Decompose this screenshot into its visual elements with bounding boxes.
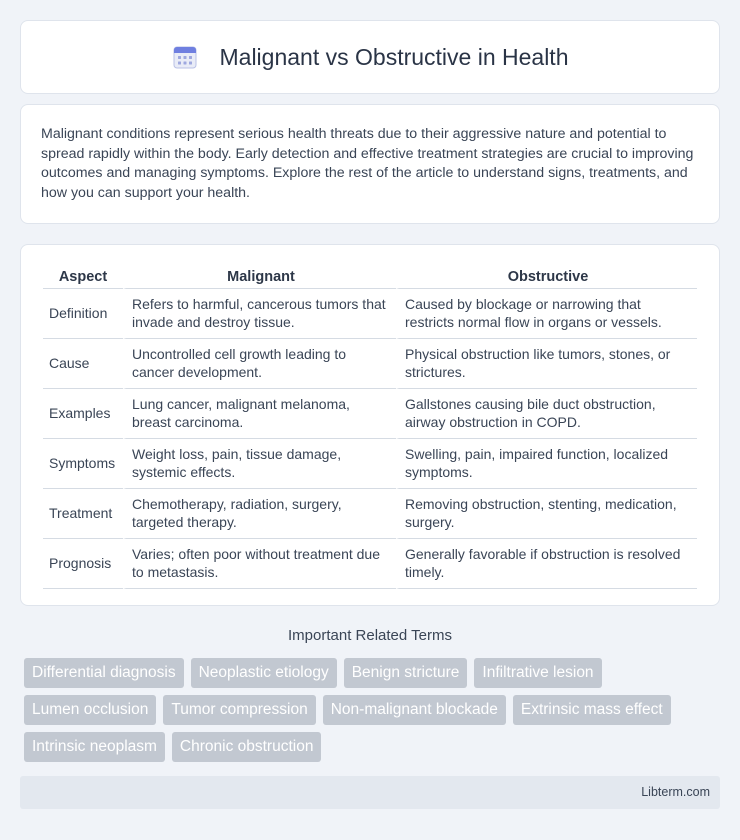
tag-neoplastic-etiology[interactable]: Neoplastic etiology [191,658,337,688]
row-aspect: Definition [43,289,123,339]
footer [20,776,720,809]
page-title: Malignant vs Obstructive in Health [219,43,569,70]
table-row [43,539,697,589]
row-aspect: Symptoms [43,439,123,489]
tag-infiltrative-lesion[interactable]: Infiltrative lesion [474,658,601,688]
row-obstructive: Physical obstruction like tumors, stones, or strictures. [396,339,697,389]
tag-benign-stricture[interactable]: Benign stricture [344,658,468,688]
row-malignant: Weight loss, pain, tissue damage, systemic effects. [123,439,396,489]
row-malignant: Chemotherapy, radiation, surgery, targeted therapy. [123,489,396,539]
table-header-row [43,265,697,289]
row-aspect: Examples [43,389,123,439]
tag-extrinsic-mass-effect[interactable]: Extrinsic mass effect [513,695,671,725]
tag-lumen-occlusion[interactable]: Lumen occlusion [24,695,156,725]
header-obstructive: Obstructive [396,265,697,289]
row-malignant: Varies; often poor without treatment due to metastasis. [123,539,396,589]
tag-tumor-compression[interactable]: Tumor compression [163,695,315,725]
row-obstructive: Gallstones causing bile duct obstruction, airway obstruction in COPD. [396,389,697,439]
calendar-icon [172,44,198,70]
tag-chronic-obstruction[interactable]: Chronic obstruction [172,732,322,762]
row-malignant: Uncontrolled cell growth leading to cancer development. [123,339,396,389]
row-obstructive: Generally favorable if obstruction is resolved timely. [396,539,697,589]
header-card [20,20,720,94]
tag-intrinsic-neoplasm[interactable]: Intrinsic neoplasm [24,732,165,762]
related-terms-title: Important Related Terms [288,627,452,644]
row-obstructive: Swelling, pain, impaired function, localized symptoms. [396,439,697,489]
comparison-table [43,265,697,589]
tag-differential-diagnosis[interactable]: Differential diagnosis [24,658,184,688]
header-malignant: Malignant [123,265,396,289]
table-row [43,389,697,439]
header-aspect: Aspect [43,265,123,289]
intro-text: Malignant conditions represent serious health threats due to their aggressive nature and potential to spread rapidly within the body. Early detection and effective treatment strategies are crucial to improving outcomes and managing symptoms. Explore the rest of the article to understand signs, treatments, and how you can support your health. [41,126,694,201]
row-obstructive: Removing obstruction, stenting, medication, surgery. [396,489,697,539]
intro-card [20,104,720,224]
header [172,44,569,71]
tag-non-malignant-blockade[interactable]: Non-malignant blockade [323,695,506,725]
table-row [43,289,697,339]
row-obstructive: Caused by blockage or narrowing that restricts normal flow in organs or vessels. [396,289,697,339]
row-aspect: Cause [43,339,123,389]
related-terms-list [24,658,724,762]
row-malignant: Refers to harmful, cancerous tumors that invade and destroy tissue. [123,289,396,339]
comparison-card [20,244,720,606]
table-row [43,489,697,539]
row-malignant: Lung cancer, malignant melanoma, breast carcinoma. [123,389,396,439]
table-row [43,439,697,489]
row-aspect: Treatment [43,489,123,539]
row-aspect: Prognosis [43,539,123,589]
table-row [43,339,697,389]
footer-site-link[interactable]: Libterm.com [641,785,710,799]
